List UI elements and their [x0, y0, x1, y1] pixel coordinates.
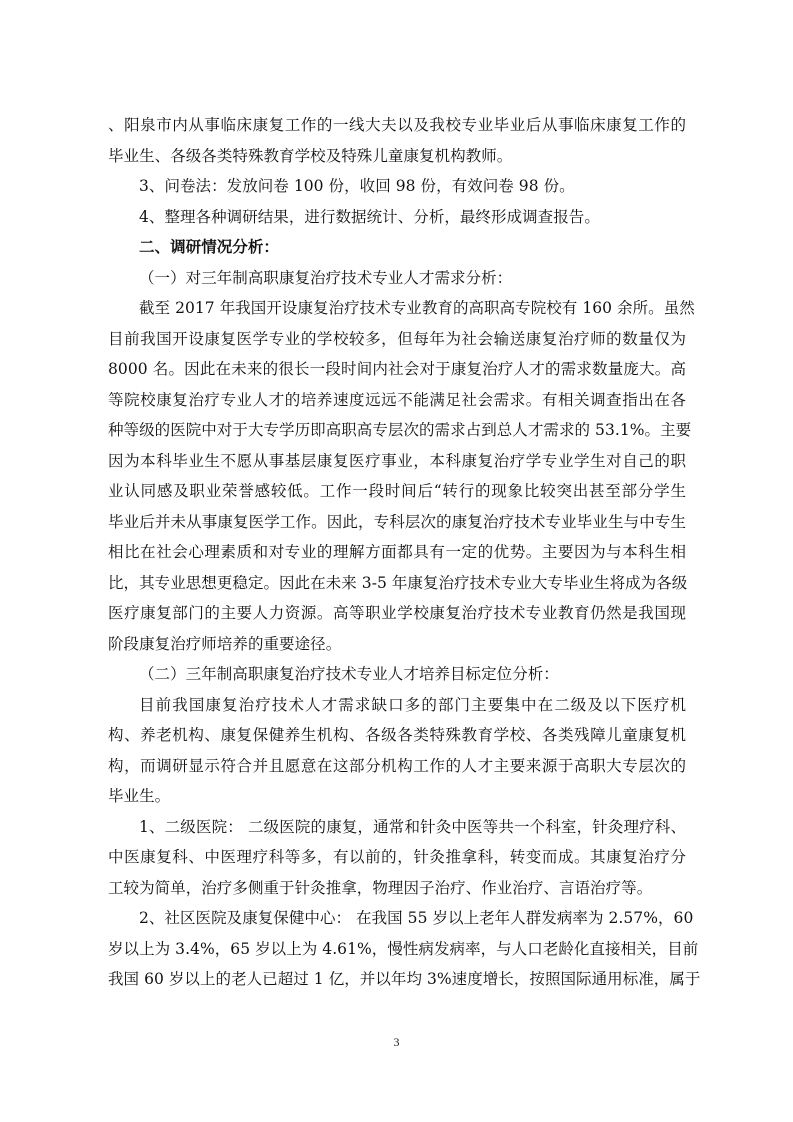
- text-line: 毕业生。: [108, 787, 171, 805]
- text-line: 岁以上为 3.4%，65 岁以上为 4.61%，慢性病发病率，与人口老龄化直接相关，目前: [108, 939, 699, 958]
- text-line: 我国 60 岁以上的老人已超过 1 亿，并以年均 3%速度增长，按照国际通用标准，属于: [108, 970, 701, 988]
- text-line: 毕业后并未从事康复医学工作。因此，专科层次的康复治疗技术专业毕业生与中专生: [108, 512, 686, 531]
- list-item: 4、整理各种调研结果，进行数据统计、分析，最终形成调查报告。: [139, 207, 600, 226]
- text-line: 种等级的医院中对于大专学历即高职高专层次的需求占到总人才需求的 53.1%。主要: [108, 421, 692, 439]
- list-item: 3、问卷法：发放问卷 100 份，收回 98 份，有效问卷 98 份。: [139, 177, 575, 195]
- text-line: 2、社区医院及康复保健中心： 在我国 55 岁以上老年人群发病率为 2.57%，60: [139, 909, 694, 927]
- text-line: 工较为简单，治疗多侧重于针灸推拿，物理因子治疗、作业治疗、言语治疗等。: [108, 878, 653, 897]
- text-line: 目前我国开设康复医学专业的学校较多，但每年为社会输送康复治疗师的数量仅为: [108, 329, 686, 348]
- text-line: 毕业生、各级各类特殊教育学校及特殊儿童康复机构教师。: [108, 146, 513, 165]
- text-line: 8000 名。因此在未来的很长一段时间内社会对于康复治疗人才的需求数量庞大。高: [108, 360, 686, 378]
- text-line: 比，其专业思想更稳定。因此在未来 3-5 年康复治疗技术专业大专毕业生将成为各级: [108, 573, 688, 592]
- text-line: 医疗康复部门的主要人力资源。高等职业学校康复治疗技术专业教育仍然是我国现: [108, 604, 686, 622]
- page-content: [108, 110, 701, 995]
- subsection-heading: （二）三年制高职康复治疗技术专业人才培养目标定位分析：: [139, 665, 559, 683]
- section-heading: 二、调研情况分析：: [139, 238, 279, 256]
- text-line: 因为本科毕业生不愿从事基层康复医疗事业，本科康复治疗学专业学生对自己的职: [108, 451, 686, 470]
- text-line: 目前我国康复治疗技术人才需求缺口多的部门主要集中在二级及以下医疗机: [139, 695, 686, 714]
- page-number: 3: [393, 1035, 400, 1049]
- text-line: 1、二级医院： 二级医院的康复，通常和针灸中医等共一个科室，针灸理疗科、: [139, 817, 686, 836]
- text-line: 中医康复科、中医理疗科等多，有以前的，针灸推拿科，转变而成。其康复治疗分: [108, 848, 686, 866]
- text-line: 构，而调研显示符合并且愿意在这部分机构工作的人才主要来源于高职大专层次的: [108, 756, 686, 775]
- text-line: 阶段康复治疗师培养的重要途径。: [108, 634, 342, 653]
- text-line: 等院校康复治疗专业人才的培养速度远远不能满足社会需求。有相关调查指出在各: [108, 390, 686, 409]
- text-line: 业认同感及职业荣誉感较低。工作一段时间后“转行的现象比较突出甚至部分学生: [108, 482, 686, 500]
- subsection-heading: （一）对三年制高职康复治疗技术专业人才需求分析：: [139, 268, 513, 287]
- text-line: 、阳泉市内从事临床康复工作的一线大夫以及我校专业毕业后从事临床康复工作的: [108, 116, 686, 134]
- text-line: 截至 2017 年我国开设康复治疗技术专业教育的高职高专院校有 160 余所。虽然: [139, 299, 695, 317]
- text-line: 构、养老机构、康复保健养生机构、各级各类特殊教育学校、各类残障儿童康复机: [108, 726, 686, 744]
- text-line: 相比在社会心理素质和对专业的理解方面都具有一定的优势。主要因为与本科生相: [108, 543, 686, 561]
